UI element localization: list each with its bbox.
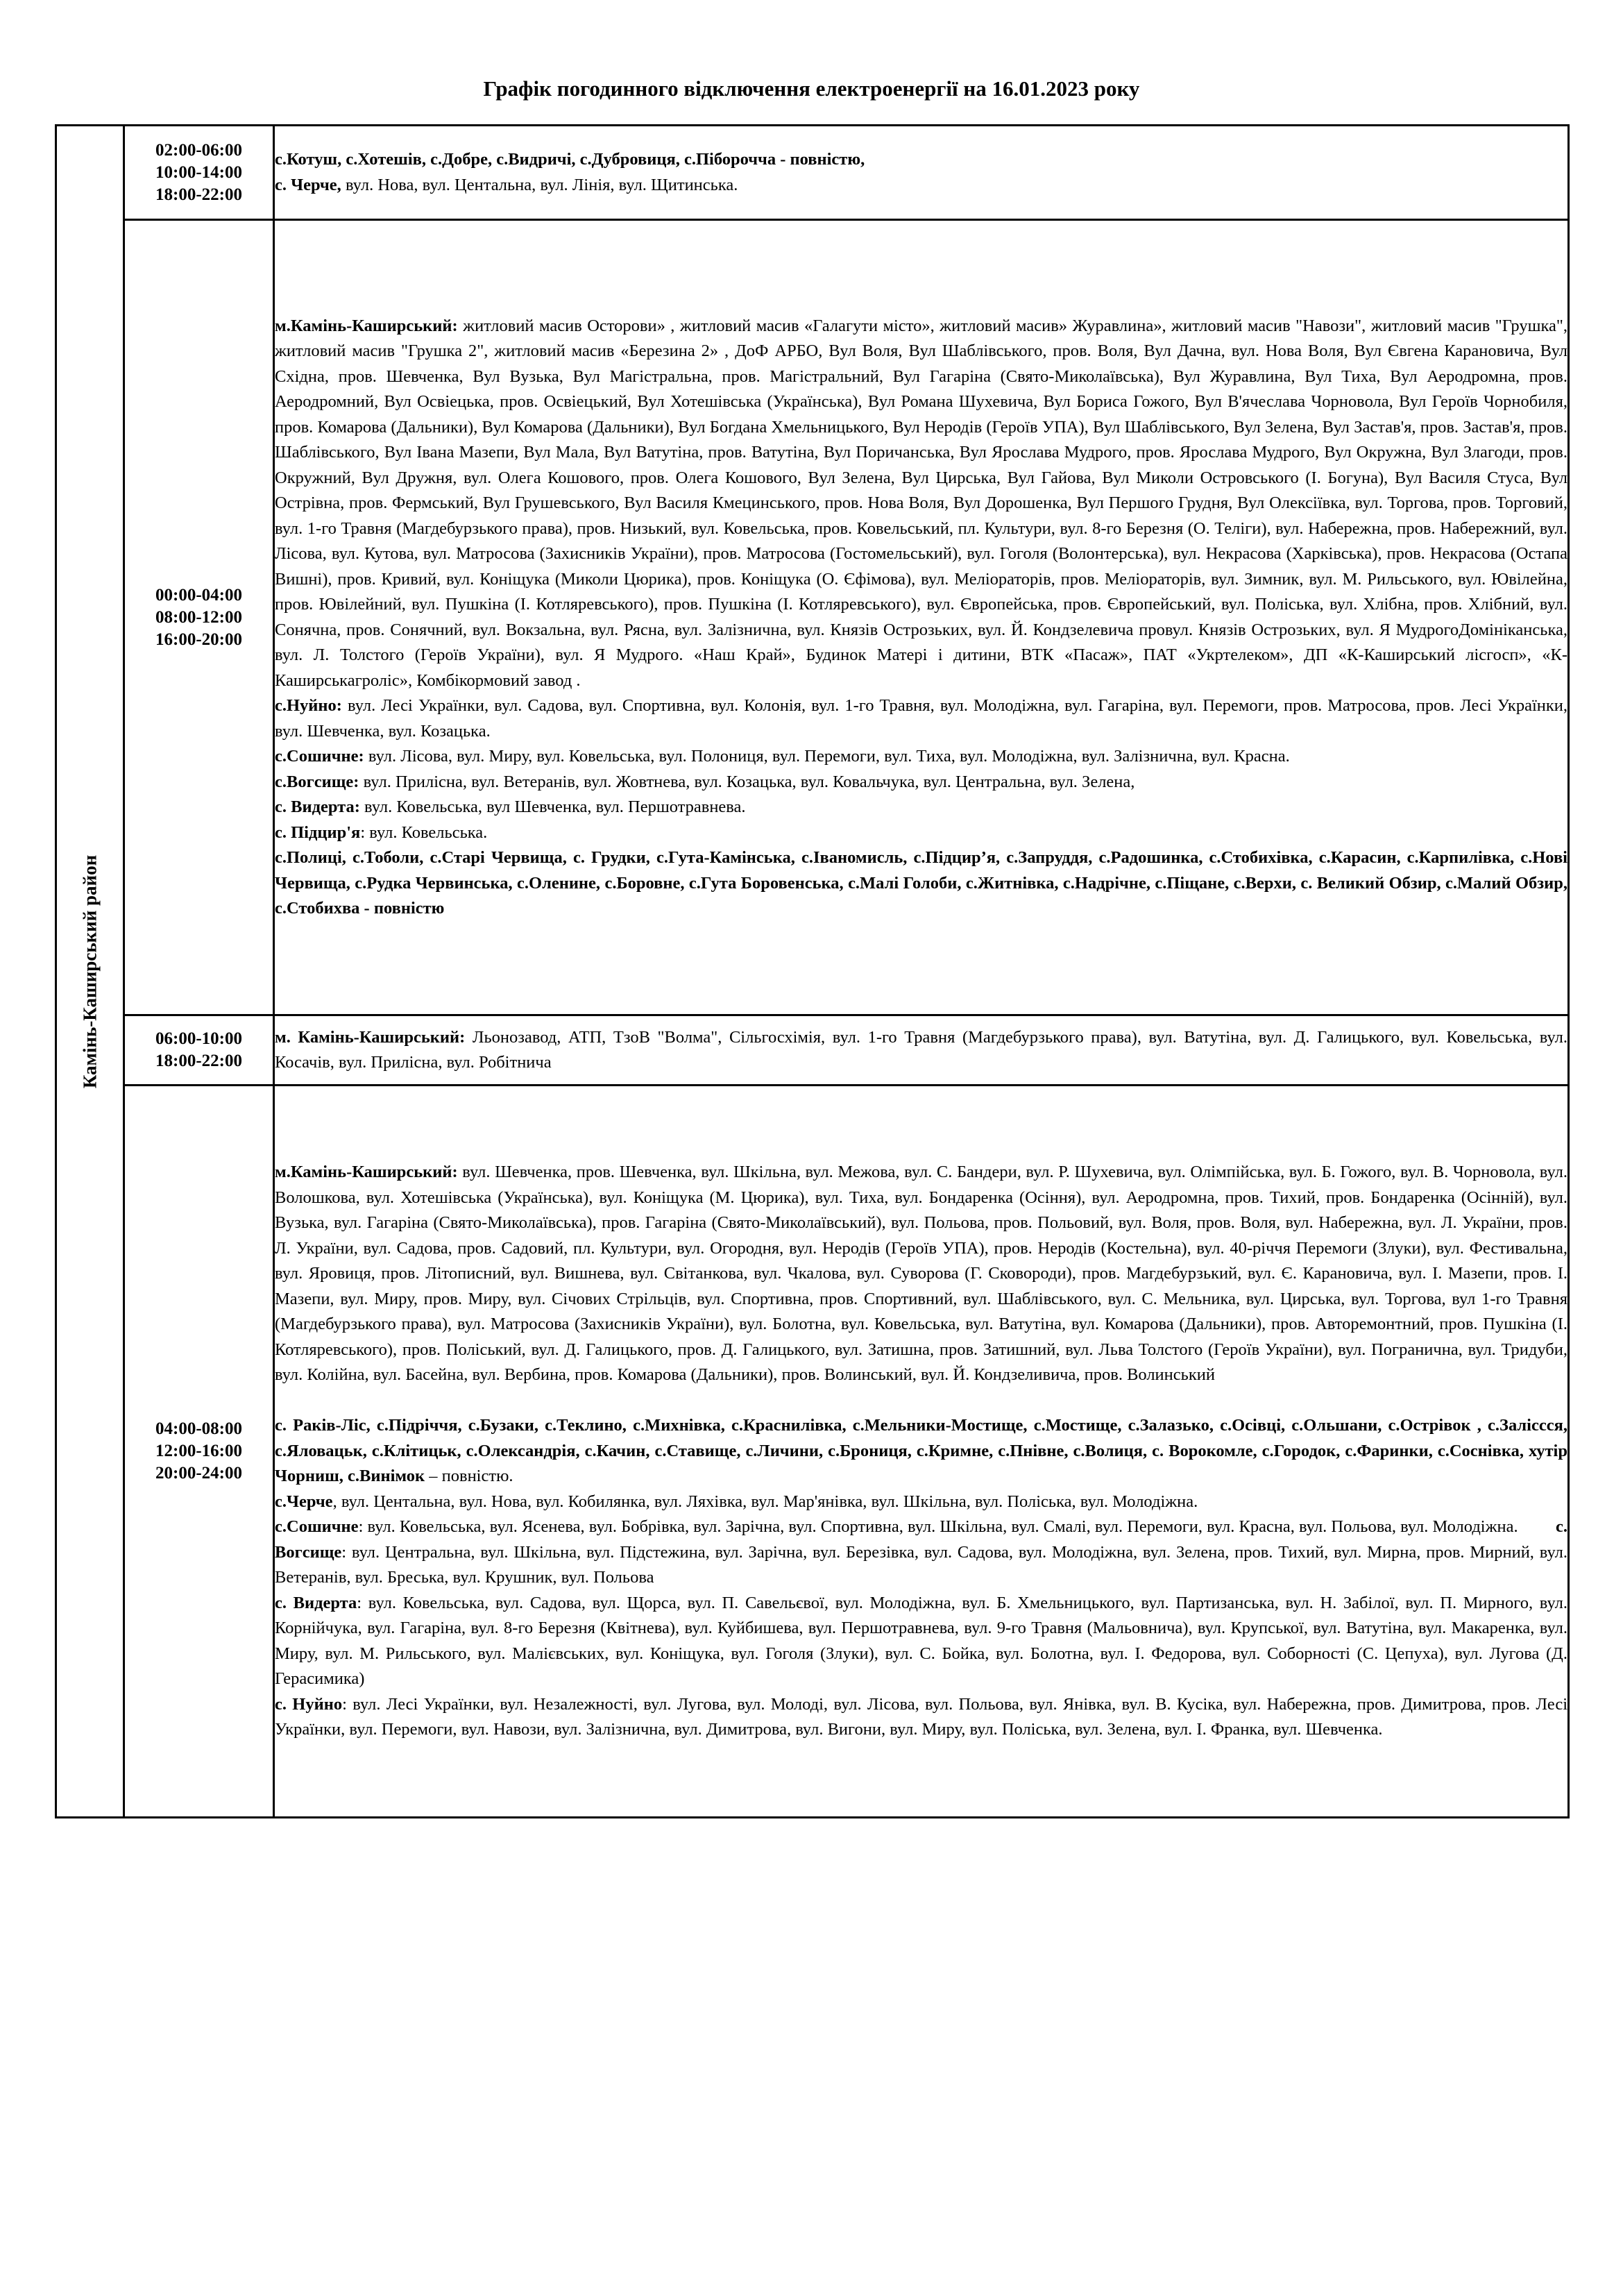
schedule-row <box>56 220 1569 1015</box>
settlement-line <box>275 1388 1567 1414</box>
street-list: : вул. Центральна, вул. Шкільна, вул. Підстежина, вул. Зарічна, вул. Березівка, вул. Садова, вул. Молодіжна, вул. Зелена, пров. Тихий, вул. Мирна, пров. Мирний, вул. Ветеранів, вул. Бреська, вул. Крушник, вул. Польова <box>275 1542 1567 1587</box>
schedule-body <box>56 126 1569 1818</box>
time-range: 04:00-08:00 <box>155 1419 242 1438</box>
settlement-name: Вогсище <box>275 1542 342 1562</box>
settlement-name: с.Котуш, с.Хотешів, с.Добре, с.Видричі, с.Дубровиця, с.Піборочча - повністю, <box>275 150 865 169</box>
settlement-name: с.Вогсище: <box>275 772 359 791</box>
time-range: 12:00-16:00 <box>155 1442 242 1460</box>
settlement-line <box>275 795 1567 820</box>
time-range: 20:00-24:00 <box>155 1464 242 1483</box>
settlement-name: с.Полиці, с.Тоболи, с.Старі Червища, с. Грудки, с.Гута-Камінська, с.Іваномисль, с.Підцир’я, с.Запруддя, с.Радошинка, с.Стобихівка, с.Карасин, с.Карпилівка, с.Нові Червища, с.Рудка Червинська, с.Оленине, с.Боровне, с.Гута Боровенська, с.Малі Голоби, с.Житнівка, с.Надрічне, с.Піщане, с.Верхи, с. Великий Обзир, с.Малий Обзир, с.Стобихва - повністю <box>275 848 1567 918</box>
settlement-name: с.Черче <box>275 1492 333 1511</box>
settlement-line <box>275 820 1567 846</box>
time-range: 06:00-10:00 <box>155 1029 242 1048</box>
schedule-row <box>56 1015 1569 1086</box>
settlement-line <box>275 1540 1567 1591</box>
settlement-line <box>275 147 1567 173</box>
settlement-line <box>275 314 1567 694</box>
settlement-line <box>275 1413 1567 1489</box>
streets-cell <box>274 1015 1569 1086</box>
settlement-name: с.Нуйно: <box>275 696 342 715</box>
street-list: : вул. Ковельська, вул. Ясенева, вул. Бобрівка, вул. Зарічна, вул. Спортивна, вул. Шкільна, вул. Смалі, вул. Перемоги, вул. Красна, вул. Польова, вул. Молодіжна. <box>358 1517 1518 1537</box>
settlement-line <box>275 1025 1567 1076</box>
street-list: – повністю. <box>425 1467 513 1486</box>
settlement-line <box>275 173 1567 199</box>
settlement-line <box>275 1160 1567 1388</box>
street-list: , вул. Центальна, вул. Нова, вул. Кобилянка, вул. Ляхівка, вул. Мар'янівка, вул. Шкільна, вул. Поліська, вул. Молодіжна. <box>332 1492 1198 1511</box>
streets-cell <box>274 220 1569 1015</box>
time-cell <box>124 1086 274 1818</box>
settlement-line <box>275 1591 1567 1692</box>
schedule-row <box>56 1086 1569 1818</box>
settlement-line <box>275 1514 1567 1540</box>
time-range: 10:00-14:00 <box>155 162 242 182</box>
street-list: вул. Лесі Українки, вул. Садова, вул. Спортивна, вул. Колонія, вул. 1-го Травня, вул. Молодіжна, вул. Гагаріна, вул. Перемоги, пров. Матросова, пров. Лесі Українки, вул. Шевченка, вул. Козацька. <box>275 696 1567 741</box>
settlement-name: м.Камінь-Каширський: <box>275 1163 458 1182</box>
time-range: 02:00-06:00 <box>155 140 242 160</box>
settlement-line <box>275 845 1567 922</box>
street-list: вул. Прилісна, вул. Ветеранів, вул. Жовтнева, вул. Козацька, вул. Ковальчука, вул. Центральна, вул. Зелена, <box>359 772 1135 791</box>
time-range: 16:00-20:00 <box>155 630 242 649</box>
street-list: житловий масив Осторови» , житловий масив «Галагути місто», житловий масив» Журавлина», житловий масив "Навози", житловий масив "Грушка", житловий масив "Грушка 2", житловий масив «Березина 2» , ДоФ АРБО, Вул Воля, Вул Шаблівського, пров. Воля, Вул Дачна, вул. Нова Воля, Вул Євгена Карановича, Вул Східна, пров. Шевченка, Вул Вузька, Вул Магістральна, пров. Магістральний, Вул Гагаріна (Свято-Миколаївська), Вул Журавлина, Вул Тиха, Вул Аеродромна, пров. Аеродромний, Вул Освіецька, пров. Освіецький, Вул Хотешівська (Українська), Вул Романа Шухевича, Вул Бориса Гожого, Вул В'ячеслава Чорновола, Вул Героїв Чорнобиля, пров. Комарова (Дальники), Вул Комарова (Дальники), Вул Богдана Хмельницького, Вул Неродів (Героїв УПА), Вул Шаблівського, Вул Зелена, Вул Застав'я, пров. Застав'я, пров. Шаблівського, Вул Івана Мазепи, Вул Мала, Вул Ватутіна, пров. Ватутіна, Вул Поричанська, Вул Ярослава Мудрого, пров. Ярослава Мудрого, Вул Окружна, Вул Злагоди, пров. Окружний, Вул Дружня, вул. Олега Кошового, пров. Олега Кошового, Вул Зелена, Вул Цирська, Вул Гайова, Вул Миколи Островського (І. Богуна), Вул Василя Стуса, Вул Острівна, пров. Фермський, Вул Грушевського, Вул Василя Кмецинського, пров. Нова Воля, Вул Дорошенка, Вул Першого Грудня, Вул Олексіївка, вул. Торгова, пров. Торговий, вул. 1-го Травня (Магдебурзького права), пров. Низький, вул. Ковельська, пров. Ковельський, пл. Культури, вул. 8-го Березня (О. Теліги), вул. Набережна, пров. Набережний, вул. Лісова, вул. Кутова, вул. Матросова (Захисників України), пров. Матросова (Гостомельський), вул. Гоголя (Волонтерська), вул. Некрасова (Харківська), пров. Некрасова (Остапа Вишні), пров. Кривий, вул. Коніщука (Миколи Цюрика), пров. Коніщука (О. Єфімова), вул. Меліораторів, пров. Меліораторів, вул. Зимник, вул. М. Рильського, вул. Ювілейна, пров. Ювілейний, вул. Пушкіна (І. Котляревського), пров. Пушкіна (І. Котляревського), вул. Європейська, пров. Європейський, вул. Поліська, вул. Хлібна, пров. Хлібний, вул. Сонячна, пров. Сонячний, вул. Вокзальна, вул. Рясна, вул. Залізнична, вул. Князів Острозьких, вул. Й. Кондзелевича провул. Князів Острозьких, вул. Я МудрогоДомініканська, вул. Л. Толстого (Героїв України), вул. Я Мудрого. «Наш Край», Будинок Матері і дитини, ВТК «Пасаж», ПАТ «Укртелеком», ДП «К-Каширський лісгосп», «К-Каширськагроліс», Комбікормовий завод . <box>275 316 1567 690</box>
settlement-name: с.Сошичне: <box>275 747 364 766</box>
street-list: : вул. Лесі Українки, вул. Незалежності, вул. Лугова, вул. Молоді, вул. Лісова, вул. Польова, вул. Янівка, вул. В. Кусіка, вул. Набережна, пров. Димитрова, пров. Лесі Українки, вул. Перемоги, вул. Навози, вул. Залізнична, вул. Димитрова, вул. Вигони, вул. Миру, вул. Поліська, вул. Зелена, вул. І. Франка, вул. Шевченка. <box>275 1694 1567 1739</box>
settlement-name: с. Нуйно <box>275 1694 343 1714</box>
schedule-table <box>55 124 1570 1818</box>
district-cell <box>56 126 124 1818</box>
street-list: вул. Шевченка, пров. Шевченка, вул. Шкільна, вул. Межова, вул. С. Бандери, вул. Р. Шухевича, вул. Олімпійська, вул. Б. Гожого, вул. В. Чорновола, вул. Волошкова, вул. Хотешівська (Українська), вул. Коніщука (М. Цюрика), вул. Тиха, вул. Бондаренка (Осіння), вул. Аеродромна, пров. Тихий, пров. Бондаренка (Осінній), вул. Вузька, вул. Гагаріна (Свято-Миколаївська), пров. Гагаріна (Свято-Миколаївський), вул. Польова, пров. Польовий, вул. Воля, пров. Воля, вул. Набережна, вул. Л. України, пров. Л. України, вул. Садова, пров. Садовий, пл. Культури, вул. Огородня, вул. Неродів (Героїв УПА), пров. Неродів (Костельна), вул. 40-річчя Перемоги (Злуки), вул. Фестивальна, вул. Яровиця, пров. Літописний, вул. Вишнева, вул. Світанкова, вул. Чкалова, вул. Суворова (Г. Сковороди), пров. Магдебурзький, вул. Є. Карановича, вул. І. Мазепи, пров. І. Мазепи, вул. Миру, пров. Миру, вул. Січових Стрільців, вул. Спортивна, пров. Спортивний, вул. Шаблівського, вул. С. Мельника, вул. Цирська, вул. Торгова, вул 1-го Травня (Магдебурзького права), вул. Матросова (Захисників України), вул. Болотна, вул. Ковельська, вул. Ватутіна, вул. Комарова (Дальники), пров. Авторемонтний, пров. Пушкіна (І. Котляревського), пров. Поліський, вул. Д. Галицького, пров. Д. Галицького, вул. Затишна, пров. Затишний, вул. Льва Толстого (Героїв України), вул. Погранична, вул. Тридуби, вул. Колійна, вул. Басейна, вул. Вербина, пров. Комарова (Дальники), пров. Волинський, вул. Й. Кондзеливича, пров. Волинський <box>275 1163 1567 1385</box>
time-cell <box>124 220 274 1015</box>
street-list: вул. Лісова, вул. Миру, вул. Ковельська, вул. Полониця, вул. Перемоги, вул. Тиха, вул. Молодіжна, вул. Залізнична, вул. Красна. <box>364 747 1290 766</box>
settlement-line <box>275 693 1567 744</box>
settlement-prefix: с. <box>1556 1517 1567 1537</box>
settlement-name: с. Підцир'я <box>275 822 361 842</box>
streets-cell <box>274 126 1569 220</box>
settlement-line <box>275 1692 1567 1743</box>
settlement-name: м.Камінь-Каширський: <box>275 316 458 335</box>
settlement-name: с. Видерта: <box>275 797 360 816</box>
settlement-name: с. Видерта <box>275 1593 357 1612</box>
district-name: Камінь-Каширський район <box>79 854 100 1088</box>
time-range: 00:00-04:00 <box>155 585 242 605</box>
settlement-name: с. Раків-Ліс, с.Підріччя, с.Бузаки, с.Теклино, с.Михнівка, с.Краснилівка, с.Мельники-Мостище, с.Мостище, с.Залазько, с.Осівці, с.Ольшани, с.Острівок , с.Заліссся, с.Яловацьк, с.Клітицьк, с.Олександрія, с.Качин, с.Ставище, с.Личини, с.Брониця, с.Кримне, с.Пнівне, с.Волиця, с. Ворокомле, с.Городок, с.Фаринки, с.Соснівка, хутір Чорниш, с.Винімок <box>275 1416 1567 1486</box>
settlement-line <box>275 770 1567 795</box>
street-list: : вул. Ковельська. <box>360 822 488 842</box>
page-title: Графік погодинного відключення електроенергії на 16.01.2023 року <box>483 76 1140 101</box>
street-list: Льонозавод, АТП, ТзоВ "Волма", Сільгосхімія, вул. 1-го Травня (Магдебурзького права), вул. Ватутіна, вул. Д. Галицького, вул. Ковельська, вул. Косачів, вул. Прилісна, вул. Робітнича <box>275 1027 1568 1072</box>
settlement-line <box>275 744 1567 770</box>
street-list: вул. Нова, вул. Центальна, вул. Лінія, вул. Щитинська. <box>341 175 738 194</box>
time-range: 18:00-22:00 <box>155 185 242 204</box>
time-range: 08:00-12:00 <box>155 607 242 627</box>
settlement-line <box>275 1489 1567 1515</box>
time-cell <box>124 1015 274 1086</box>
street-list: вул. Ковельська, вул Шевченка, вул. Першотравнева. <box>359 797 746 816</box>
time-cell <box>124 126 274 220</box>
time-range: 18:00-22:00 <box>155 1052 242 1070</box>
streets-cell <box>274 1086 1569 1818</box>
street-list: : вул. Ковельська, вул. Садова, вул. Щорса, вул. П. Савельєвої, вул. Молодіжна, вул. Б. Хмельницького, вул. Партизанська, вул. Н. Забілої, вул. П. Мирного, вул. Корнійчука, вул. Гагаріна, вул. 8-го Березня (Квітнева), вул. Куйбишева, вул. Першотравнева, вул. 9-го Травня (Мальовнича), вул. Крупської, вул. Ватутіна, вул. Макаренка, вул. Миру, вул. М. Рильського, вул. Малієвських, вул. Коніщука, вул. Гоголя (Злуки), вул. С. Бойка, вул. Болотна, вул. І. Федорова, вул. Соборності (С. Цепуха), вул. Лугова (Д. Герасимика) <box>275 1593 1567 1689</box>
settlement-name: с.Сошичне <box>275 1517 359 1537</box>
settlement-name: м. Камінь-Каширський: <box>275 1027 466 1047</box>
schedule-row <box>56 126 1569 220</box>
settlement-name: с. Черче, <box>275 175 341 194</box>
